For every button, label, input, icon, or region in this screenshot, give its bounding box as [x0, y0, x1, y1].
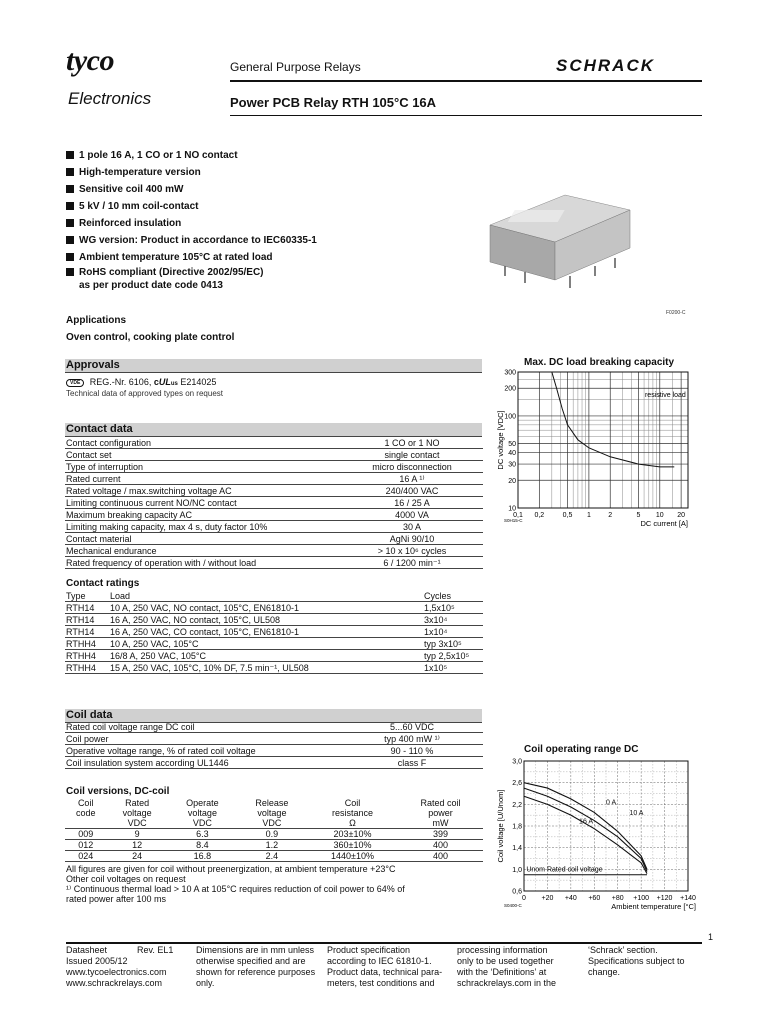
- contact-ratings-row: [65, 626, 483, 638]
- coil-data-table: [65, 721, 483, 769]
- contact-ratings-row-cell: 16 A, 250 VAC, CO contact, 105°C, EN61810-1: [109, 626, 423, 638]
- coil-versions-row-cell: 203±10%: [307, 829, 398, 840]
- contact-data-row: [65, 557, 483, 569]
- x-tick-label: 20: [677, 512, 686, 519]
- x-tick-label: +140: [680, 895, 696, 902]
- coil-versions-row-cell: 0.9: [237, 829, 307, 840]
- contact-ratings-row-cell: 1x10⁵: [423, 662, 483, 674]
- feature-item: 5 kV / 10 mm coil-contact: [66, 198, 426, 215]
- applications-text: Oven control, cooking plate control: [66, 332, 235, 343]
- contact-ratings-row-cell: 3x10⁴: [423, 614, 483, 626]
- feature-item: Reinforced insulation: [66, 215, 426, 232]
- coil-data-row: [65, 721, 483, 733]
- contact-data-row: [65, 545, 483, 557]
- contact-ratings-row-cell: 10 A, 250 VAC, NO contact, 105°C, EN61810-1: [109, 602, 423, 614]
- coil-data-row-cell: 90 - 110 %: [341, 745, 483, 757]
- x-tick-label: 10: [655, 512, 664, 519]
- contact-data-row-cell: Limiting making capacity, max 4 s, duty factor 10%: [65, 521, 341, 533]
- coil-note: rated power after 100 ms: [66, 894, 167, 904]
- x-tick-label: +80: [611, 895, 624, 902]
- contact-ratings-header-row: [65, 590, 483, 602]
- contact-data-row-cell: Contact material: [65, 533, 341, 545]
- chart-code: S0400-C: [504, 903, 522, 908]
- footer-col-2: Dimensions are in mm unless otherwise specified and are shown for reference purposes only.: [196, 945, 316, 988]
- ul-file-number: E214025: [180, 377, 217, 387]
- feature-list: [66, 147, 426, 292]
- contact-data-row-cell: 16 / 25 A: [341, 497, 483, 509]
- coil-versions-row-cell: 009: [65, 829, 106, 840]
- y-axis-label: Coil voltage [U/Unom]: [496, 789, 505, 863]
- footer-col-1: Datasheet Rev. EL1 Issued 2005/12 www.tycoelectronics.com www.schrackrelays.com: [66, 945, 174, 988]
- contact-data-row-cell: Rated frequency of operation with / without load: [65, 557, 341, 569]
- y-tick-label: 2,6: [512, 780, 522, 788]
- y-tick-label: 50: [508, 441, 516, 449]
- series-label: 16 A: [579, 818, 594, 826]
- coil-versions-header-row-cell: power: [428, 808, 453, 818]
- x-tick-label: +120: [656, 895, 673, 902]
- coil-versions-row-cell: 1.2: [237, 840, 307, 851]
- contact-ratings-row-cell: RTH14: [65, 602, 109, 614]
- feature-item-continuation: as per product date code 0413: [79, 280, 223, 291]
- coil-versions-header-row-cell: voltage: [187, 808, 217, 818]
- approvals-line: [66, 377, 216, 387]
- x-tick-label: 1: [586, 512, 591, 519]
- contact-ratings-row-cell: 1,5x10⁵: [423, 602, 483, 614]
- contact-data-row-cell: Mechanical endurance: [65, 545, 341, 557]
- chart1-title: Max. DC load breaking capacity: [524, 357, 675, 368]
- col-type: Type: [65, 590, 109, 602]
- coil-data-row-cell: Rated coil voltage range DC coil: [65, 721, 341, 733]
- y-tick-label: 3,0: [512, 758, 522, 766]
- coil-data-row-cell: Coil power: [65, 733, 341, 745]
- coil-versions-row-cell: 24: [106, 851, 168, 862]
- coil-versions-header-row-cell: Release: [255, 798, 289, 808]
- coil-note: ¹⁾ Continuous thermal load > 10 A at 105°C requires reduction of coil power to 64% of: [66, 884, 405, 894]
- y-tick-label: 20: [508, 477, 516, 485]
- x-tick-label: 0: [522, 895, 526, 902]
- contact-data-row: [65, 497, 483, 509]
- title-rule: [230, 115, 702, 116]
- contact-data-row-cell: 16 A ¹⁾: [341, 473, 483, 485]
- unom-label: Unom Rated coil voltage: [526, 866, 603, 874]
- contact-data-row-cell: Limiting continuous current NO/NC contact: [65, 497, 341, 509]
- contact-ratings-row-cell: 16/8 A, 250 VAC, 105°C: [109, 650, 423, 662]
- coil-note: All figures are given for coil without preenergization, at ambient temperature +23°C: [66, 864, 396, 874]
- coil-versions-row-cell: 8.4: [168, 840, 237, 851]
- x-tick-label: +100: [633, 895, 650, 902]
- coil-versions-row-cell: 360±10%: [307, 840, 398, 851]
- coil-data-row-cell: typ 400 mW ¹⁾: [341, 733, 483, 745]
- contact-ratings-row-cell: 15 A, 250 VAC, 105°C, 10% DF, 7.5 min⁻¹, UL508: [109, 662, 423, 674]
- coil-versions-row-cell: 400: [398, 851, 483, 862]
- x-tick-label: 2: [608, 512, 613, 519]
- ul-mark: cULus: [153, 377, 178, 387]
- contact-data-row: [65, 521, 483, 533]
- contact-ratings-row-cell: RTHH4: [65, 650, 109, 662]
- series-line: [524, 788, 647, 871]
- coil-versions-row-cell: 024: [65, 851, 106, 862]
- applications-heading: Applications: [66, 315, 127, 326]
- coil-versions-header-row-cell: VDC: [237, 818, 307, 829]
- coil-versions-header-row-cell: code: [75, 808, 96, 818]
- coil-versions-header-row-cell: voltage: [122, 808, 152, 818]
- category-label: General Purpose Relays: [230, 60, 361, 74]
- feature-item: WG version: Product in accordance to IEC60335-1: [66, 232, 426, 249]
- x-tick-label: +20: [541, 895, 554, 902]
- contact-data-row-cell: 1 CO or 1 NO: [341, 437, 483, 449]
- contact-data-row-cell: AgNi 90/10: [341, 533, 483, 545]
- contact-ratings-row-cell: 16 A, 250 VAC, NO contact, 105°C, UL508: [109, 614, 423, 626]
- coil-versions-row: [65, 840, 483, 851]
- coil-versions-row-cell: 399: [398, 829, 483, 840]
- y-tick-label: 1,8: [512, 823, 522, 831]
- contact-data-row-cell: Type of interruption: [65, 461, 341, 473]
- contact-data-row: [65, 533, 483, 545]
- y-tick-label: 0,6: [512, 888, 522, 896]
- tyco-logo: tyco: [66, 44, 114, 77]
- coil-data-row: [65, 745, 483, 757]
- footer-col-3: Product specification according to IEC 61810-1. Product data, technical para- meters, test conditions and: [327, 945, 443, 988]
- vde-mark: VDE: [66, 379, 84, 387]
- contact-data-row-cell: Contact set: [65, 449, 341, 461]
- contact-ratings-row-cell: RTH14: [65, 614, 109, 626]
- contact-ratings-row-cell: typ 3x10⁵: [423, 638, 483, 650]
- electronics-logo: Electronics: [68, 89, 152, 108]
- photo-code: F0200-C: [666, 310, 686, 316]
- contact-data-row: [65, 485, 483, 497]
- x-tick-label: +60: [588, 895, 601, 902]
- contact-data-row: [65, 473, 483, 485]
- col-cycles: Cycles: [423, 590, 483, 602]
- coil-versions-row-cell: 16.8: [168, 851, 237, 862]
- y-tick-label: 300: [504, 369, 516, 377]
- coil-versions-row-cell: 6.3: [168, 829, 237, 840]
- feature-item: 1 pole 16 A, 1 CO or 1 NO contact: [66, 147, 426, 164]
- coil-data-row: [65, 733, 483, 745]
- series-label: 10 A: [629, 810, 644, 818]
- schrack-logo: SCHRACK: [556, 56, 655, 75]
- coil-versions-header-row-cell: Rated coil: [420, 798, 461, 808]
- contact-data-row-cell: > 10 x 10⁶ cycles: [341, 545, 483, 557]
- coil-versions-header-row-cell: [65, 818, 106, 829]
- chart2-title: Coil operating range DC: [524, 744, 639, 755]
- contact-ratings-row-cell: 1x10⁴: [423, 626, 483, 638]
- coil-operating-range-chart: [492, 753, 706, 915]
- contact-data-row-cell: Rated current: [65, 473, 341, 485]
- footer-col-4: processing information only to be used together with the ‘Definitions’ at schrackrelays.com in the: [457, 945, 557, 988]
- approvals-heading: Approvals: [65, 359, 482, 373]
- coil-versions-header-row-cell: voltage: [257, 808, 287, 818]
- x-tick-label: 0,2: [534, 512, 545, 519]
- contact-ratings-table: [65, 590, 483, 674]
- coil-versions-row: [65, 829, 483, 840]
- contact-ratings-row-cell: RTHH4: [65, 638, 109, 650]
- x-axis-label: Ambient temperature [°C]: [611, 902, 696, 911]
- contact-data-heading: Contact data: [65, 423, 482, 437]
- coil-versions-row-cell: 9: [106, 829, 168, 840]
- header-rule: [230, 80, 702, 82]
- feature-item: Ambient temperature 105°C at rated load: [66, 249, 426, 266]
- coil-data-row: [65, 757, 483, 769]
- y-tick-label: 200: [504, 385, 516, 393]
- y-axis-label: DC voltage [VDC]: [496, 410, 505, 470]
- coil-versions-header-row-cell: VDC: [168, 818, 237, 829]
- contact-data-row-cell: single contact: [341, 449, 483, 461]
- approvals-note: Technical data of approved types on request: [66, 389, 223, 398]
- coil-versions-row-cell: 012: [65, 840, 106, 851]
- coil-versions-row-cell: 400: [398, 840, 483, 851]
- contact-data-row-cell: Contact configuration: [65, 437, 341, 449]
- contact-data-table: [65, 437, 483, 569]
- contact-ratings-row: [65, 638, 483, 650]
- chart-code: S0H15-C: [504, 518, 523, 523]
- coil-versions-heading: Coil versions, DC-coil: [66, 786, 170, 797]
- contact-data-row-cell: 4000 VA: [341, 509, 483, 521]
- contact-ratings-row: [65, 650, 483, 662]
- coil-versions-row: [65, 851, 483, 862]
- x-tick-label: 0,5: [562, 512, 573, 519]
- coil-versions-header-row-cell: Coil: [77, 798, 94, 808]
- y-tick-label: 2,2: [512, 801, 522, 809]
- coil-versions-header-row-cell: mW: [398, 818, 483, 829]
- contact-data-row: [65, 449, 483, 461]
- x-tick-label: 0,1: [513, 512, 523, 519]
- contact-data-row-cell: 6 / 1200 min⁻¹: [341, 557, 483, 569]
- reg-number: REG.-Nr. 6106,: [89, 377, 152, 387]
- coil-versions-row-cell: 12: [106, 840, 168, 851]
- contact-data-row-cell: micro disconnection: [341, 461, 483, 473]
- contact-ratings-row-cell: RTH14: [65, 626, 109, 638]
- coil-versions-header-row: [65, 798, 483, 808]
- coil-versions-header-row-cell: Operate: [186, 798, 219, 808]
- page-title: Power PCB Relay RTH 105°C 16A: [230, 95, 437, 110]
- coil-versions-header-row-cell: resistance: [332, 808, 374, 818]
- y-tick-label: 30: [508, 461, 516, 469]
- contact-data-row-cell: 30 A: [341, 521, 483, 533]
- coil-versions-header-row: [65, 808, 483, 818]
- footer-col-5: ‘Schrack’ section. Specifications subject to change.: [588, 945, 685, 977]
- contact-data-row-cell: Maximum breaking capacity AC: [65, 509, 341, 521]
- contact-ratings-row-cell: 10 A, 250 VAC, 105°C: [109, 638, 423, 650]
- coil-versions-header-row-cell: VDC: [106, 818, 168, 829]
- series-label: 0 A: [606, 799, 617, 807]
- contact-ratings-row: [65, 614, 483, 626]
- coil-versions-header-row: [65, 818, 483, 829]
- coil-versions-header-row-cell: Rated: [125, 798, 150, 808]
- dc-breaking-capacity-chart: [492, 366, 702, 528]
- contact-ratings-row-cell: typ 2,5x10⁵: [423, 650, 483, 662]
- feature-item: High-temperature version: [66, 164, 426, 181]
- x-tick-label: 5: [636, 512, 641, 519]
- footer-rule: [66, 942, 702, 944]
- coil-notes: [66, 864, 405, 904]
- coil-data-row-cell: 5...60 VDC: [341, 721, 483, 733]
- x-axis-label: DC current [A]: [640, 519, 688, 528]
- coil-data-row-cell: Operative voltage range, % of rated coil voltage: [65, 745, 341, 757]
- y-tick-label: 40: [508, 450, 516, 458]
- y-tick-label: 10: [508, 505, 516, 513]
- coil-data-row-cell: Coil insulation system according UL1446: [65, 757, 341, 769]
- coil-data-row-cell: class F: [341, 757, 483, 769]
- relay-photo: [470, 180, 650, 300]
- y-tick-label: 1,4: [512, 845, 522, 853]
- y-tick-label: 100: [504, 413, 516, 421]
- coil-note: Other coil voltages on request: [66, 874, 186, 884]
- coil-versions-header-row-cell: Coil: [344, 798, 361, 808]
- contact-data-row: [65, 437, 483, 449]
- coil-versions-row-cell: 1440±10%: [307, 851, 398, 862]
- contact-ratings-row-cell: RTHH4: [65, 662, 109, 674]
- contact-data-row-cell: 240/400 VAC: [341, 485, 483, 497]
- coil-versions-row-cell: 2.4: [237, 851, 307, 862]
- contact-ratings-row: [65, 602, 483, 614]
- col-load: Load: [109, 590, 423, 602]
- contact-data-row: [65, 509, 483, 521]
- coil-versions-header-row-cell: Ω: [307, 818, 398, 829]
- contact-data-row-cell: Rated voltage / max.switching voltage AC: [65, 485, 341, 497]
- x-tick-label: +40: [564, 895, 577, 902]
- contact-data-row: [65, 461, 483, 473]
- coil-data-heading: Coil data: [65, 709, 482, 723]
- y-tick-label: 1,0: [512, 866, 522, 874]
- coil-versions-table: [65, 798, 483, 862]
- annotation-label: resistive load: [644, 392, 686, 400]
- contact-ratings-row: [65, 662, 483, 674]
- page-number: 1: [708, 932, 714, 942]
- feature-item: RoHS compliant (Directive 2002/95/EC): [66, 266, 426, 279]
- feature-item: Sensitive coil 400 mW: [66, 181, 426, 198]
- contact-ratings-heading: Contact ratings: [66, 578, 140, 589]
